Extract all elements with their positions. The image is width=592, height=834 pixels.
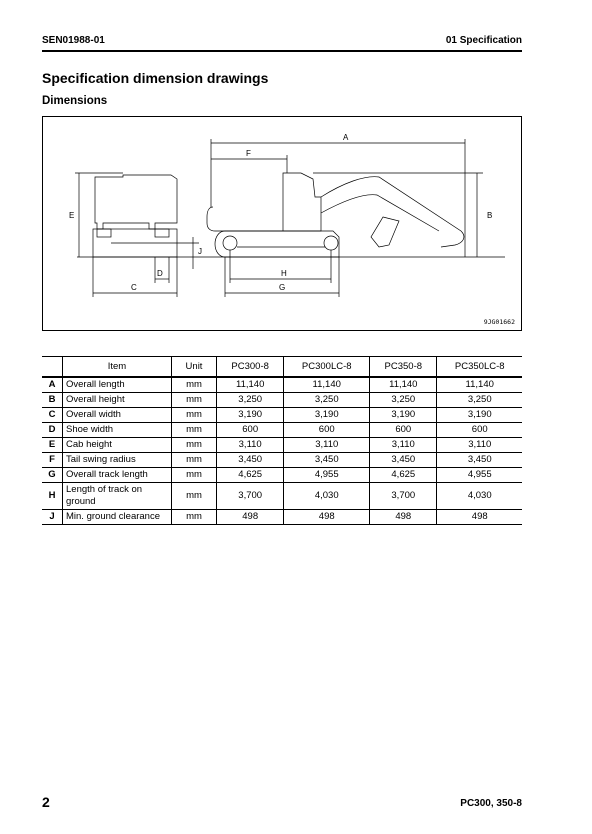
row-value: 3,450 [370, 453, 437, 468]
row-letter: A [42, 377, 63, 393]
table-row [42, 453, 522, 468]
row-value: 3,110 [217, 438, 284, 453]
row-value: 3,190 [284, 408, 370, 423]
row-unit: mm [172, 393, 217, 408]
header-model-1: PC300-8 [217, 357, 284, 378]
row-value: 600 [284, 423, 370, 438]
table-row [42, 408, 522, 423]
header-model-2: PC300LC-8 [284, 357, 370, 378]
row-value: 498 [217, 510, 284, 525]
row-value: 3,190 [370, 408, 437, 423]
table-row [42, 423, 522, 438]
row-unit: mm [172, 423, 217, 438]
row-item: Min. ground clearance [63, 510, 172, 525]
label-f: F [246, 149, 251, 158]
section-name: 01 Specification [445, 35, 522, 46]
table-row [42, 393, 522, 408]
row-value: 4,030 [284, 483, 370, 510]
doc-code: SEN01988-01 [42, 35, 105, 46]
bucket [371, 217, 399, 247]
page-number: 2 [42, 794, 50, 810]
row-value: 498 [437, 510, 522, 525]
row-value: 3,110 [437, 438, 522, 453]
row-value: 3,250 [437, 393, 522, 408]
front-view-body [95, 175, 177, 229]
row-value: 3,250 [217, 393, 284, 408]
row-unit: mm [172, 408, 217, 423]
track [215, 231, 339, 257]
label-h: H [281, 269, 287, 278]
row-letter: H [42, 483, 63, 510]
row-value: 3,450 [437, 453, 522, 468]
row-value: 3,700 [217, 483, 284, 510]
row-value: 3,450 [284, 453, 370, 468]
section-subtitle: Dimensions [42, 95, 108, 107]
specification-table [42, 356, 522, 525]
header-model-4: PC350LC-8 [437, 357, 522, 378]
header-unit: Unit [172, 357, 217, 378]
row-value: 3,110 [284, 438, 370, 453]
row-letter: B [42, 393, 63, 408]
side-view-body [207, 173, 321, 231]
table-row [42, 510, 522, 525]
page-title: Specification dimension drawings [42, 70, 269, 86]
row-item: Overall track length [63, 468, 172, 483]
row-value: 3,190 [217, 408, 284, 423]
row-value: 4,030 [437, 483, 522, 510]
header-item: Item [63, 357, 172, 378]
row-value: 11,140 [437, 377, 522, 393]
row-unit: mm [172, 510, 217, 525]
row-letter: F [42, 453, 63, 468]
row-item: Shoe width [63, 423, 172, 438]
row-value: 3,250 [370, 393, 437, 408]
label-g: G [279, 283, 286, 292]
boom-lower [321, 195, 439, 231]
label-a: A [343, 133, 349, 142]
excavator-diagram [43, 117, 521, 330]
row-value: 600 [437, 423, 522, 438]
row-unit: mm [172, 468, 217, 483]
label-e: E [69, 211, 75, 220]
row-item: Cab height [63, 438, 172, 453]
row-unit: mm [172, 453, 217, 468]
row-value: 3,250 [284, 393, 370, 408]
row-value: 4,955 [437, 468, 522, 483]
row-value: 4,625 [370, 468, 437, 483]
dimension-drawing [42, 116, 522, 331]
row-unit: mm [172, 483, 217, 510]
row-value: 4,625 [217, 468, 284, 483]
table-row [42, 438, 522, 453]
row-value: 3,450 [217, 453, 284, 468]
row-value: 600 [370, 423, 437, 438]
row-unit: mm [172, 438, 217, 453]
label-c: C [131, 283, 137, 292]
figure-code: 9JG01662 [483, 318, 515, 326]
row-value: 600 [217, 423, 284, 438]
row-letter: C [42, 408, 63, 423]
row-letter: J [42, 510, 63, 525]
label-j: J [198, 247, 202, 256]
row-item: Overall height [63, 393, 172, 408]
label-b: B [487, 211, 493, 220]
row-unit: mm [172, 377, 217, 393]
row-value: 4,955 [284, 468, 370, 483]
row-letter: D [42, 423, 63, 438]
row-letter: E [42, 438, 63, 453]
row-value: 3,190 [437, 408, 522, 423]
header-model-3: PC350-8 [370, 357, 437, 378]
row-value: 498 [370, 510, 437, 525]
row-value: 11,140 [217, 377, 284, 393]
row-value: 11,140 [284, 377, 370, 393]
row-value: 498 [284, 510, 370, 525]
row-item: Overall length [63, 377, 172, 393]
table-row [42, 468, 522, 483]
table-row [42, 483, 522, 510]
table-row [42, 377, 522, 393]
row-value: 11,140 [370, 377, 437, 393]
row-letter: G [42, 468, 63, 483]
row-value: 3,700 [370, 483, 437, 510]
model-name: PC300, 350-8 [460, 798, 522, 809]
row-item: Tail swing radius [63, 453, 172, 468]
table-header-row [42, 357, 522, 378]
header-rule [42, 50, 522, 52]
header-blank [42, 357, 63, 378]
label-d: D [157, 269, 163, 278]
row-item: Overall width [63, 408, 172, 423]
row-item: Length of track on ground [63, 483, 172, 510]
row-value: 3,110 [370, 438, 437, 453]
